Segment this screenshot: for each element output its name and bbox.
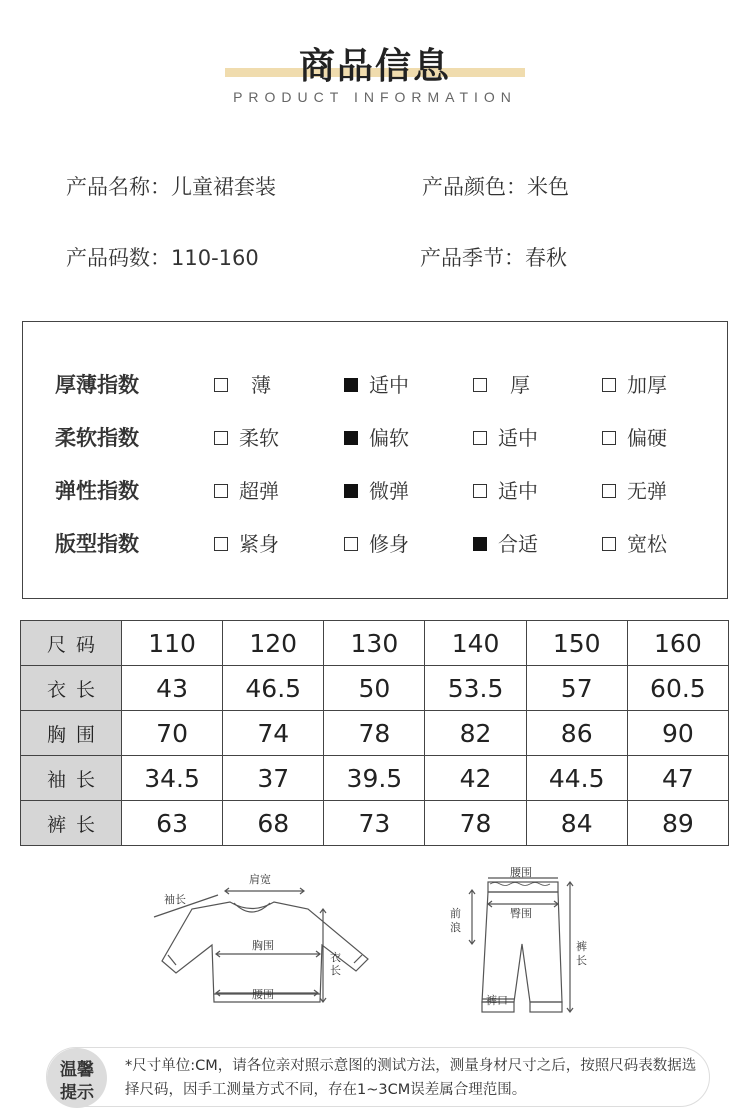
checkbox-empty-icon — [602, 378, 616, 392]
table-cell: 57 — [526, 666, 627, 711]
diagram-label: 胸围 — [252, 939, 274, 952]
table-cell: 34.5 — [122, 756, 223, 801]
pants-measure-diagram — [440, 862, 600, 1032]
page-subtitle: PRODUCT INFORMATION — [233, 89, 517, 105]
table-row — [21, 801, 729, 846]
table-cell: 110 — [122, 621, 223, 666]
checkbox-filled-icon — [344, 484, 358, 498]
table-row — [21, 711, 729, 756]
checkbox-empty-icon — [473, 431, 487, 445]
table-cell: 63 — [122, 801, 223, 846]
table-cell: 84 — [526, 801, 627, 846]
table-row — [21, 621, 729, 666]
diagram-label: 肩宽 — [249, 873, 271, 886]
index-label: 柔软指数 — [55, 426, 139, 450]
checkbox-empty-icon — [473, 378, 487, 392]
section-header — [0, 28, 750, 118]
table-cell: 89 — [627, 801, 728, 846]
checkbox-filled-icon — [473, 537, 487, 551]
table-cell: 37 — [223, 756, 324, 801]
checkbox-empty-icon — [602, 537, 616, 551]
table-cell: 70 — [122, 711, 223, 756]
table-cell: 42 — [425, 756, 526, 801]
diagram-label: 臀围 — [510, 907, 532, 920]
product-season: 产品季节：春秋 — [420, 246, 567, 270]
index-label: 厚薄指数 — [55, 373, 139, 397]
index-row-elasticity: 弹性指数 超弹 微弹 适中 无弹 — [23, 476, 729, 506]
checkbox-empty-icon — [214, 484, 228, 498]
shirt-measure-diagram — [140, 865, 380, 1015]
checkbox-filled-icon — [344, 378, 358, 392]
checkbox-empty-icon — [602, 431, 616, 445]
table-cell: 39.5 — [324, 756, 425, 801]
diagram-label: 衣长 — [330, 951, 341, 977]
table-cell: 160 — [627, 621, 728, 666]
table-cell: 120 — [223, 621, 324, 666]
table-cell: 73 — [324, 801, 425, 846]
table-cell: 78 — [425, 801, 526, 846]
product-sizes: 产品码数：110-160 — [66, 246, 259, 270]
checkbox-empty-icon — [214, 431, 228, 445]
size-tip-banner — [46, 1047, 710, 1107]
tip-badge-line: 提示 — [60, 1083, 94, 1103]
table-cell: 47 — [627, 756, 728, 801]
product-name: 产品名称：儿童裙套装 — [66, 175, 276, 199]
table-cell: 50 — [324, 666, 425, 711]
table-cell: 74 — [223, 711, 324, 756]
row-header: 袖长 — [21, 756, 122, 801]
diagram-label: 前浪 — [450, 907, 461, 934]
diagram-label: 裤口 — [486, 994, 508, 1007]
checkbox-filled-icon — [344, 431, 358, 445]
size-chart-table — [20, 620, 729, 846]
page-title: 商品信息 — [298, 46, 451, 87]
diagram-label: 裤长 — [576, 940, 587, 967]
table-cell: 53.5 — [425, 666, 526, 711]
checkbox-empty-icon — [473, 484, 487, 498]
checkbox-empty-icon — [602, 484, 616, 498]
diagram-label: 袖长 — [164, 893, 186, 906]
tip-badge-line: 温馨 — [60, 1060, 94, 1080]
table-cell: 43 — [122, 666, 223, 711]
tip-text: *尺寸单位:CM，请各位亲对照示意图的测试方法，测量身材尺寸之后，按照尺码表数据选择尺码，因手工测量方式不同，存在1~3CM误差属合理范围。 — [125, 1058, 697, 1098]
row-header: 尺码 — [21, 621, 122, 666]
table-cell: 86 — [526, 711, 627, 756]
table-cell: 46.5 — [223, 666, 324, 711]
table-row — [21, 756, 729, 801]
table-cell: 90 — [627, 711, 728, 756]
table-cell: 60.5 — [627, 666, 728, 711]
table-cell: 140 — [425, 621, 526, 666]
table-cell: 130 — [324, 621, 425, 666]
checkbox-empty-icon — [214, 537, 228, 551]
index-row-fit: 版型指数 紧身 修身 合适 宽松 — [23, 529, 729, 559]
checkbox-empty-icon — [214, 378, 228, 392]
table-cell: 150 — [526, 621, 627, 666]
row-header: 衣长 — [21, 666, 122, 711]
index-row-thickness: 厚薄指数 薄 适中 厚 加厚 — [23, 370, 729, 400]
table-row — [21, 666, 729, 711]
checkbox-empty-icon — [344, 537, 358, 551]
table-cell: 44.5 — [526, 756, 627, 801]
product-color: 产品颜色：米色 — [422, 175, 569, 199]
table-cell: 68 — [223, 801, 324, 846]
table-cell: 82 — [425, 711, 526, 756]
index-label: 弹性指数 — [55, 479, 139, 503]
diagram-label: 腰围 — [510, 866, 532, 879]
row-header: 裤长 — [21, 801, 122, 846]
fabric-index-panel — [22, 321, 728, 599]
row-header: 胸围 — [21, 711, 122, 756]
index-row-softness: 柔软指数 柔软 偏软 适中 偏硬 — [23, 423, 729, 453]
tip-badge — [47, 1048, 107, 1108]
diagram-label: 腰围 — [252, 988, 274, 1001]
table-cell: 78 — [324, 711, 425, 756]
index-label: 版型指数 — [55, 532, 139, 556]
